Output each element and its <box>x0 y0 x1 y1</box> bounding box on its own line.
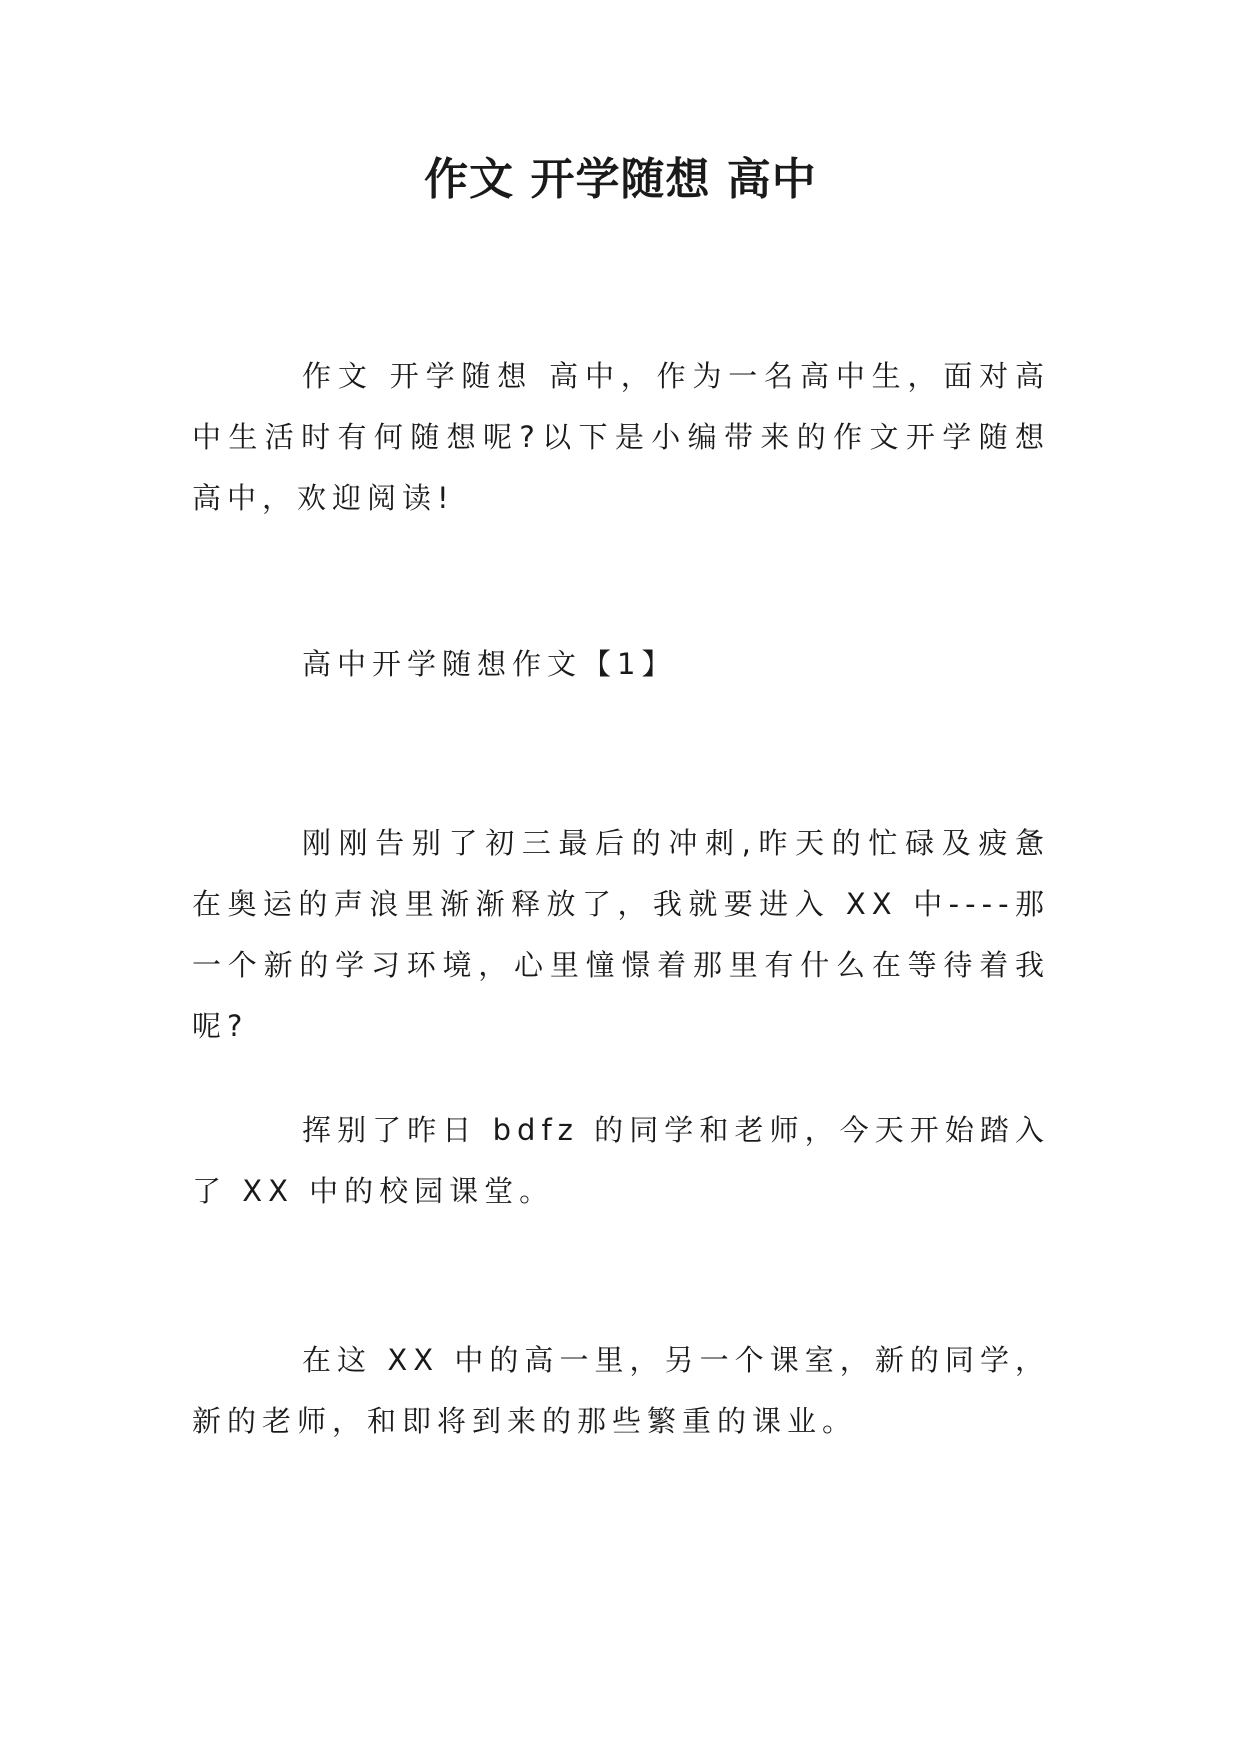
intro-paragraph: 作文 开学随想 高中，作为一名高中生，面对高中生活时有何随想呢?以下是小编带来的作文开学随想高中，欢迎阅读! <box>192 359 1050 515</box>
section-heading: 高中开学随想作文【1】 <box>302 647 677 681</box>
body-paragraph-2: 挥别了昨日 bdfz 的同学和老师，今天开始踏入了 XX 中的校园课堂。 <box>192 1113 1050 1208</box>
body-paragraph-1: 刚刚告别了初三最后的冲刺,昨天的忙碌及疲惫在奥运的声浪里渐渐释放了，我就要进入 XX 中----那一个新的学习环境，心里憧憬着那里有什么在等待着我呢? <box>192 826 1050 1043</box>
body-paragraph-3: 在这 XX 中的高一里，另一个课室，新的同学，新的老师，和即将到来的那些繁重的课业。 <box>192 1343 1050 1438</box>
document-title: 作文 开学随想 高中 <box>424 154 817 205</box>
